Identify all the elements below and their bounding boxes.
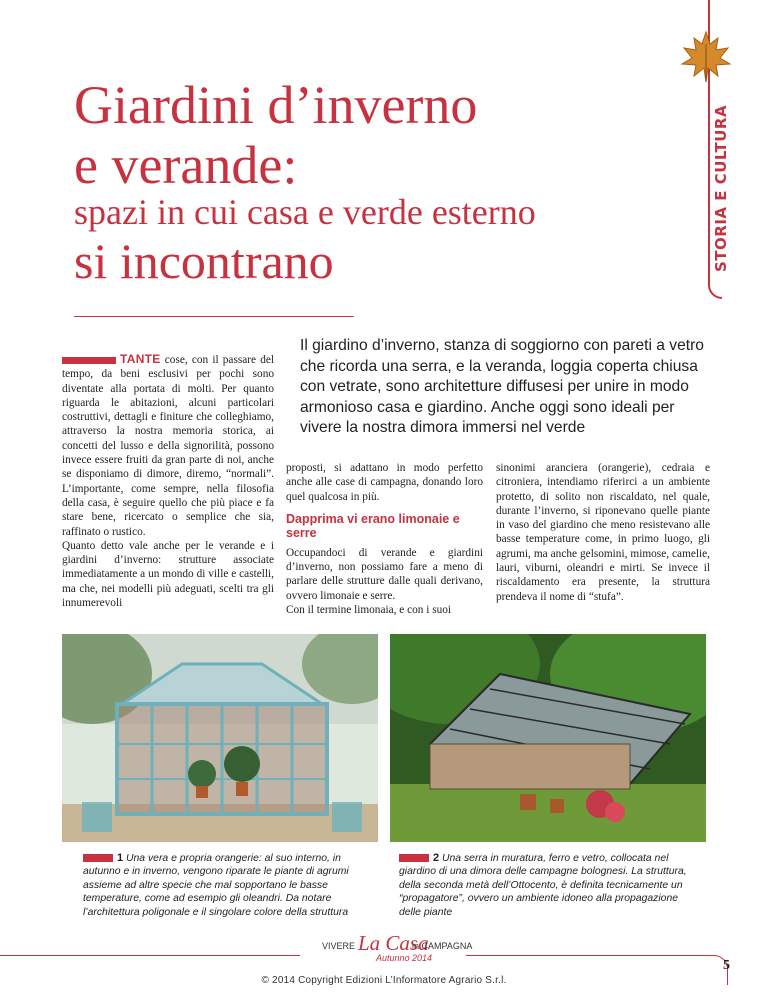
caption-number: 2 [433,852,440,864]
footer-issue: Autunno 2014 [376,953,433,963]
caption-text: Una serra in muratura, ferro e vetro, collocata nel giardino di una dimora delle campagne bolognesi. La struttura, della seconda metà dell’Ottocento, è definita tecnicamente un “propagatore”, ovvero un ambiente idoneo alla propagazione delle piante [399,853,687,918]
footer-magazine-logo: La Casa [358,931,429,955]
col2-paragraph-1: proposti, si adattano in modo perfetto anche alle case di campagna, donando loro quel qualcosa in più. [286,462,483,503]
title-rule [74,316,354,317]
section-label: STORIA E CULTURA [712,104,730,272]
caption-bar [83,854,113,862]
title-line-2: e verande: [74,135,298,195]
caption-bar [399,854,429,862]
col2-paragraph-3: Con il termine limonaia, e con i suoi [286,604,452,617]
footer-in-campagna: in CAMPAGNA [412,941,473,951]
title-line-1: Giardini d’inverno [74,75,478,135]
col1-paragraph-2: Quanto detto vale anche per le verande e i giardini d’inverno: strutture associate immediatamente a un mondo di ville e castelli, ma che, nei modelli più adeguati, scelti tra gli innumerevoli [62,539,274,610]
col2-paragraph-2: Occupandoci di verande e giardini d’inverno, non possiamo fare a meno di parlare delle strutture dalle quali derivano, ovvero limonaie e serre. [286,546,483,602]
subheading: Dapprima vi erano limonaie e serre [286,511,460,540]
greenhouse-photo [390,634,706,842]
body-column-2 [286,461,483,617]
body-column-1 [62,352,274,610]
subtitle-line-1: spazi in cui casa e verde esterno [74,192,536,232]
body-column-3 [496,461,710,604]
footer-rule-left [0,955,300,956]
caption-number: 1 [117,852,124,864]
col1-paragraph-1: cose, con il passare del tempo, da beni esclusivi per pochi sono diventate alla portata di molti. Per quanto riguarda le abitazioni, alcuni particolari costruttivi, dettagli e finiture che colleghiamo, attraverso la nostra memoria storica, ai concetti del lusso e della signorilità, possono invece essere fruiti da gran parte di noi, anche se disponiamo di dimore, diremo, “normali”. L’importante, come sempre, nella filosofia della casa, è seguire quello che più piace e fa stare bene, ricercato o semplice che sia, raffinato o rustico. [62,354,274,538]
dropcap-bar [62,357,116,364]
footer-vivere: VIVERE [322,941,356,951]
dropcap-word: TANTE [120,352,161,366]
maple-leaf-icon [678,28,734,84]
orangerie-photo [62,634,378,842]
page-number: 5 [723,958,730,973]
lead-paragraph: Il giardino d’inverno, stanza di soggiorno con pareti a vetro che ricorda una serra, e la veranda, loggia coperta chiusa con vetrate, sono architetture diffusesi per unire in modo armonioso casa e giardino. Anche oggi sono ideali per vivere la nostra dimora immersi nel verde [300,337,704,436]
caption-text: Una vera e propria orangerie: al suo interno, in autunno e in inverno, vengono riparate le piante di agrumi assieme ad altre specie che mal sopportano le basse temperature, come ad esempio gli oleandri. Da notare l’architettura poligonale e il singolare colore della struttura [83,853,349,918]
caption-1 [83,852,375,919]
subtitle-line-2: si incontrano [74,233,334,289]
side-rule-curve [708,285,722,299]
col3-paragraph-1: sinonimi aranciera (orangerie), cedraia e citroniera, intendiamo riferirci a un ambiente protetto, di solito non riscaldato, nel quale, durante l’inverno, si riponevano quelle piante in vaso del giardino che meno resistevano alle basse temperature come, in primo luogo, gli agrumi, ma anche gelsomini, mimose, camelie, lauri, viburni, oleandri e mirti. Se invece il riscaldamento era presente, la struttura prendeva il nome di “stufa”. [496,462,710,603]
copyright: © 2014 Copyright Edizioni L’Informatore Agrario S.r.l. [261,975,507,986]
caption-2 [399,852,699,919]
footer-rule-right [466,955,714,956]
